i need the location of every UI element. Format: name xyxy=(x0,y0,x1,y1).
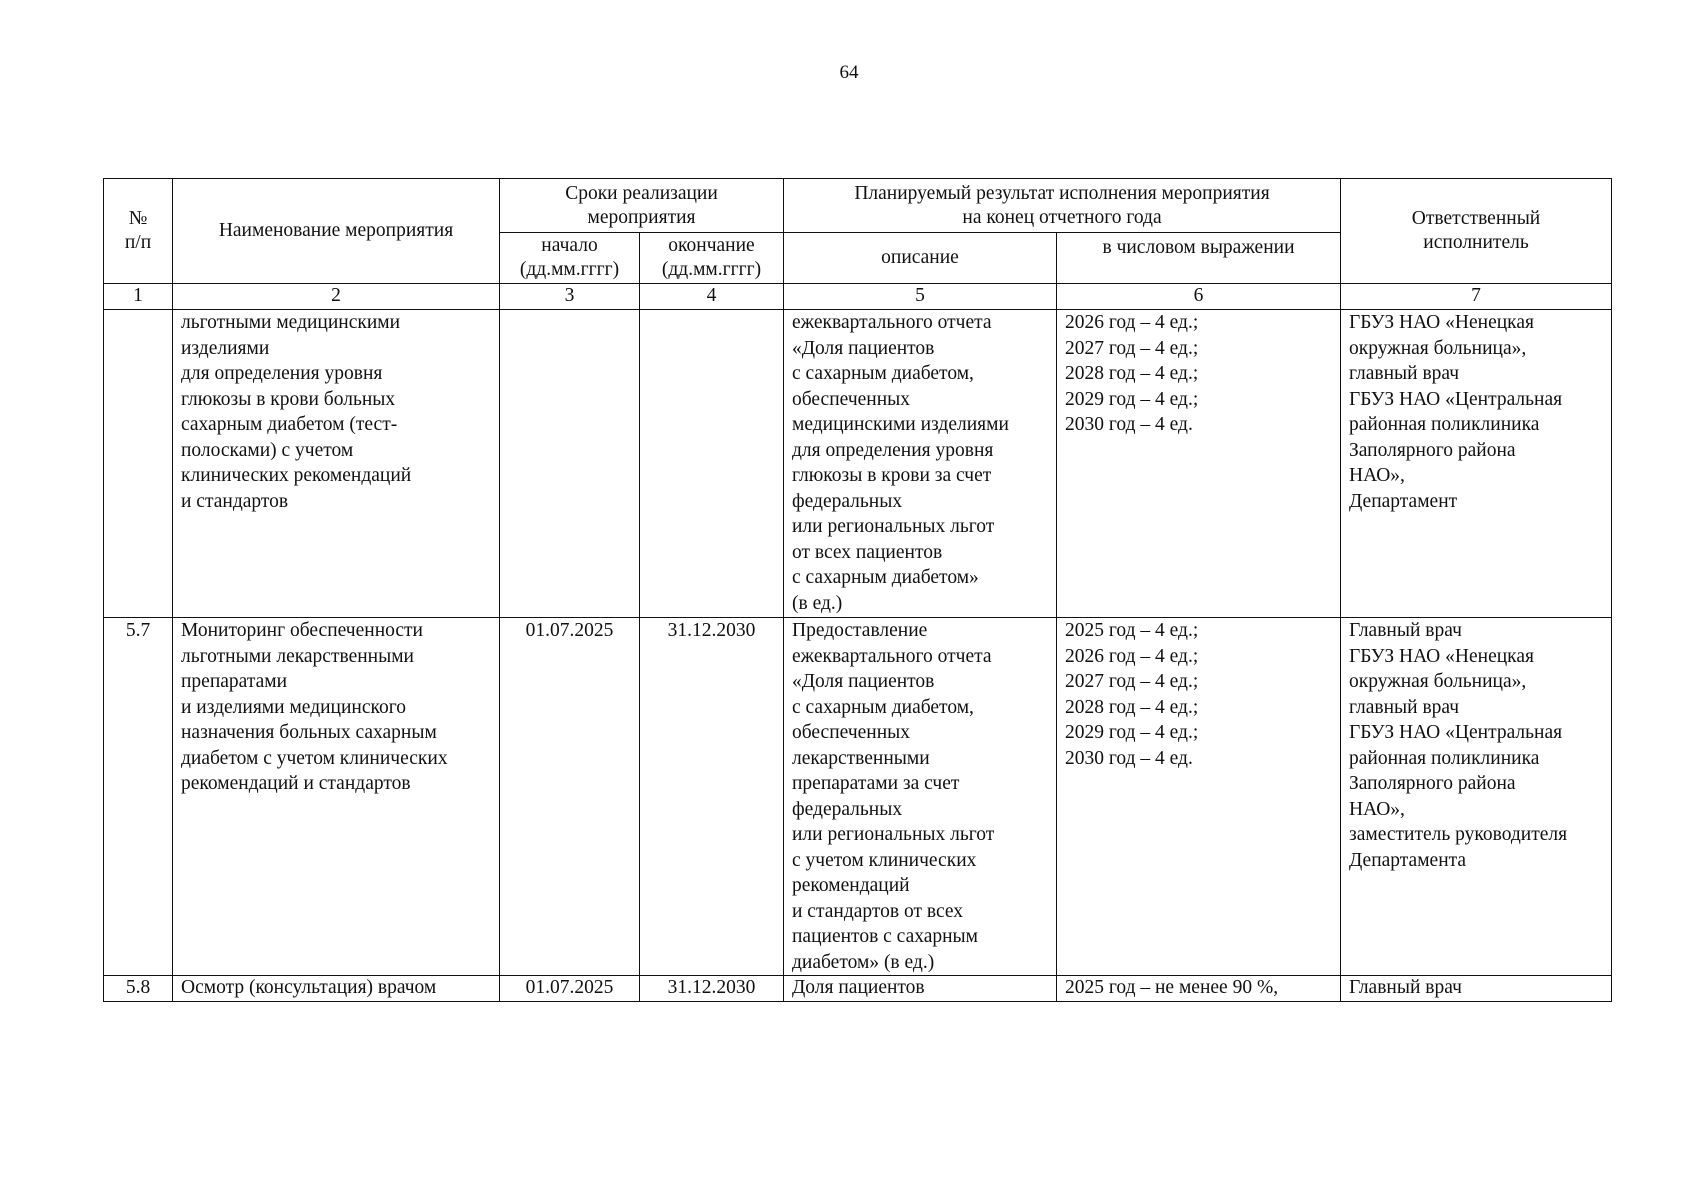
header-timing: Сроки реализации мероприятия xyxy=(500,179,784,233)
activities-table xyxy=(103,178,1612,1002)
column-number: 5 xyxy=(784,284,1057,310)
end-date-cell xyxy=(640,310,784,618)
table-row xyxy=(104,310,1612,618)
table-row xyxy=(104,618,1612,976)
header-number: № п/п xyxy=(104,179,173,284)
row-number-cell: 5.7 xyxy=(104,618,173,976)
start-date-cell: 01.07.2025 xyxy=(500,618,640,976)
table-row xyxy=(104,976,1612,1002)
row-number-cell: 5.8 xyxy=(104,976,173,1002)
header-activity-name: Наименование мероприятия xyxy=(173,179,500,284)
end-date-cell: 31.12.2030 xyxy=(640,618,784,976)
end-date-cell: 31.12.2030 xyxy=(640,976,784,1002)
page-number: 64 xyxy=(839,62,859,83)
header-start-date: начало (дд.мм.гггг) xyxy=(500,233,640,284)
responsible-cell: ГБУЗ НАО «Ненецкая окружная больница», главный врач ГБУЗ НАО «Центральная районная поликлиника Заполярного района НАО», Департамент xyxy=(1341,310,1612,618)
header-end-date: окончание (дд.мм.гггг) xyxy=(640,233,784,284)
numeric-cell: 2026 год – 4 ед.; 2027 год – 4 ед.; 2028 год – 4 ед.; 2029 год – 4 ед.; 2030 год – 4 ед. xyxy=(1057,310,1341,618)
description-cell: ежеквартального отчета «Доля пациентов с сахарным диабетом, обеспеченных медицинскими изделиями для определения уровня глюкозы в крови за счет федеральных или региональных льгот от всех пациентов с сахарным диабетом» (в ед.) xyxy=(784,310,1057,618)
start-date-cell xyxy=(500,310,640,618)
header-numeric: в числовом выражении xyxy=(1057,233,1341,284)
activity-name-cell: Мониторинг обеспеченности льготными лекарственными препаратами и изделиями медицинского назначения больных сахарным диабетом с учетом клинических рекомендаций и стандартов xyxy=(173,618,500,976)
column-number: 6 xyxy=(1057,284,1341,310)
column-number: 4 xyxy=(640,284,784,310)
column-number: 2 xyxy=(173,284,500,310)
header-description: описание xyxy=(784,233,1057,284)
column-number: 7 xyxy=(1341,284,1612,310)
column-numbers-row xyxy=(104,284,1612,310)
responsible-cell: Главный врач ГБУЗ НАО «Ненецкая окружная больница», главный врач ГБУЗ НАО «Центральная районная поликлиника Заполярного района НАО», заместитель руководителя Департамента xyxy=(1341,618,1612,976)
header-planned-result: Планируемый результат исполнения мероприятия на конец отчетного года xyxy=(784,179,1341,233)
description-cell: Доля пациентов xyxy=(784,976,1057,1002)
row-number-cell xyxy=(104,310,173,618)
start-date-cell: 01.07.2025 xyxy=(500,976,640,1002)
header-responsible: Ответственный исполнитель xyxy=(1341,179,1612,284)
description-cell: Предоставление ежеквартального отчета «Доля пациентов с сахарным диабетом, обеспеченных лекарственными препаратами за счет федеральных или региональных льгот с учетом клинических рекомендаций и стандартов от всех пациентов с сахарным диабетом» (в ед.) xyxy=(784,618,1057,976)
responsible-cell: Главный врач xyxy=(1341,976,1612,1002)
numeric-cell: 2025 год – 4 ед.; 2026 год – 4 ед.; 2027 год – 4 ед.; 2028 год – 4 ед.; 2029 год – 4 ед.; 2030 год – 4 ед. xyxy=(1057,618,1341,976)
activity-name-cell: Осмотр (консультация) врачом xyxy=(173,976,500,1002)
column-number: 1 xyxy=(104,284,173,310)
activity-name-cell: льготными медицинскими изделиями для определения уровня глюкозы в крови больных сахарным диабетом (тест- полосками) с учетом клинических рекомендаций и стандартов xyxy=(173,310,500,618)
numeric-cell: 2025 год – не менее 90 %, xyxy=(1057,976,1341,1002)
column-number: 3 xyxy=(500,284,640,310)
